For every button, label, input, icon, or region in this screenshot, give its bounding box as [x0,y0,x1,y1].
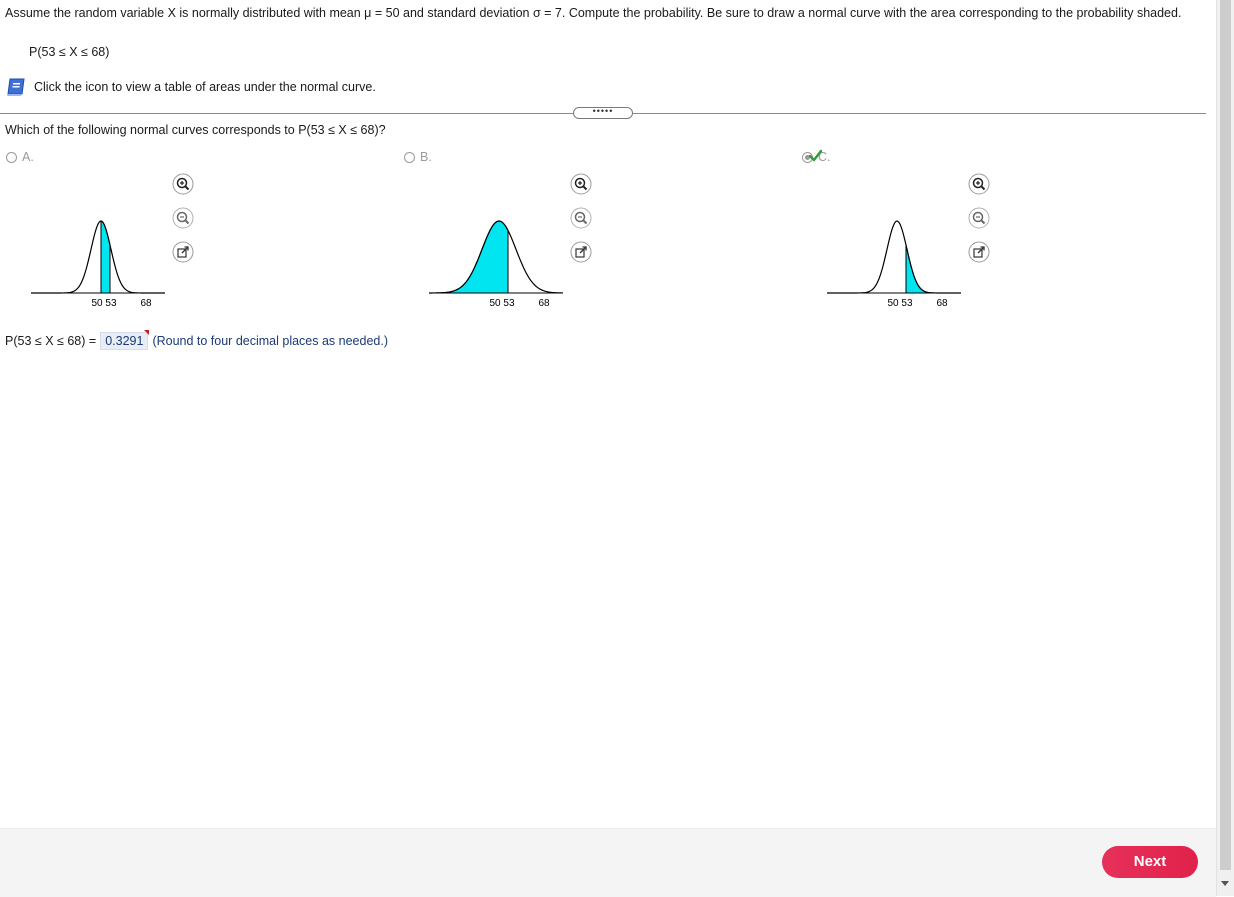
option-a-shade [101,221,110,293]
zoom-in-icon[interactable] [172,173,194,195]
option-b-tick-right: 68 [538,298,550,309]
table-link-row [6,77,376,97]
zoom-out-icon[interactable] [968,207,990,229]
answer-prefix: P(53 ≤ X ≤ 68) = [5,334,97,348]
answer-input[interactable]: 0.3291 [100,332,148,350]
curve-prompt: Which of the following normal curves corresponds to P(53 ≤ X ≤ 68)? [5,123,386,137]
answer-hint: (Round to four decimal places as needed.) [152,334,388,348]
scroll-down-arrow-icon[interactable] [1221,881,1229,886]
option-b-curve [429,206,569,314]
checkmark-icon [809,149,822,162]
option-a-tick-right: 68 [140,298,152,309]
open-window-icon[interactable] [172,241,194,263]
footer-bar [0,828,1216,897]
option-b-shade [429,221,508,293]
vertical-scrollbar[interactable] [1216,0,1234,896]
option-a-radio[interactable] [6,152,17,163]
zoom-in-icon[interactable] [968,173,990,195]
open-window-icon[interactable] [570,241,592,263]
option-c-tick-right: 68 [936,298,948,309]
question-text: Assume the random variable X is normally distributed with mean μ = 50 and standard deviation σ = 7. Compute the probability. Be sure to draw a normal curve with the area corresponding to the probability shaded. [5,6,1182,20]
zoom-out-icon[interactable] [172,207,194,229]
option-a-tick-left: 50 53 [91,298,117,309]
option-b-radio[interactable] [404,152,415,163]
option-a-bell [31,221,165,293]
option-a-curve [31,206,171,314]
probability-expression: P(53 ≤ X ≤ 68) [29,45,110,59]
option-c-curve [827,206,967,314]
open-window-icon[interactable] [968,241,990,263]
book-icon[interactable] [6,77,28,97]
option-a [6,148,206,318]
zoom-out-icon[interactable] [570,207,592,229]
option-b [404,148,604,318]
option-b-label-group[interactable] [404,150,432,164]
option-c-label: C. [818,150,831,164]
option-c [802,148,1002,318]
option-c-bell [827,221,961,293]
option-b-tick-left: 50 53 [489,298,515,309]
option-b-label: B. [420,150,432,164]
scrollbar-thumb[interactable] [1220,0,1231,870]
option-a-label-group[interactable] [6,150,34,164]
table-link-text[interactable]: Click the icon to view a table of areas under the normal curve. [34,80,376,94]
option-a-label: A. [22,150,34,164]
option-c-tick-left: 50 53 [887,298,913,309]
zoom-in-icon[interactable] [570,173,592,195]
answer-row [5,332,388,350]
option-c-label-group[interactable] [802,150,831,164]
next-button[interactable]: Next [1102,846,1198,878]
expand-toggle[interactable]: ••••• [573,107,633,119]
